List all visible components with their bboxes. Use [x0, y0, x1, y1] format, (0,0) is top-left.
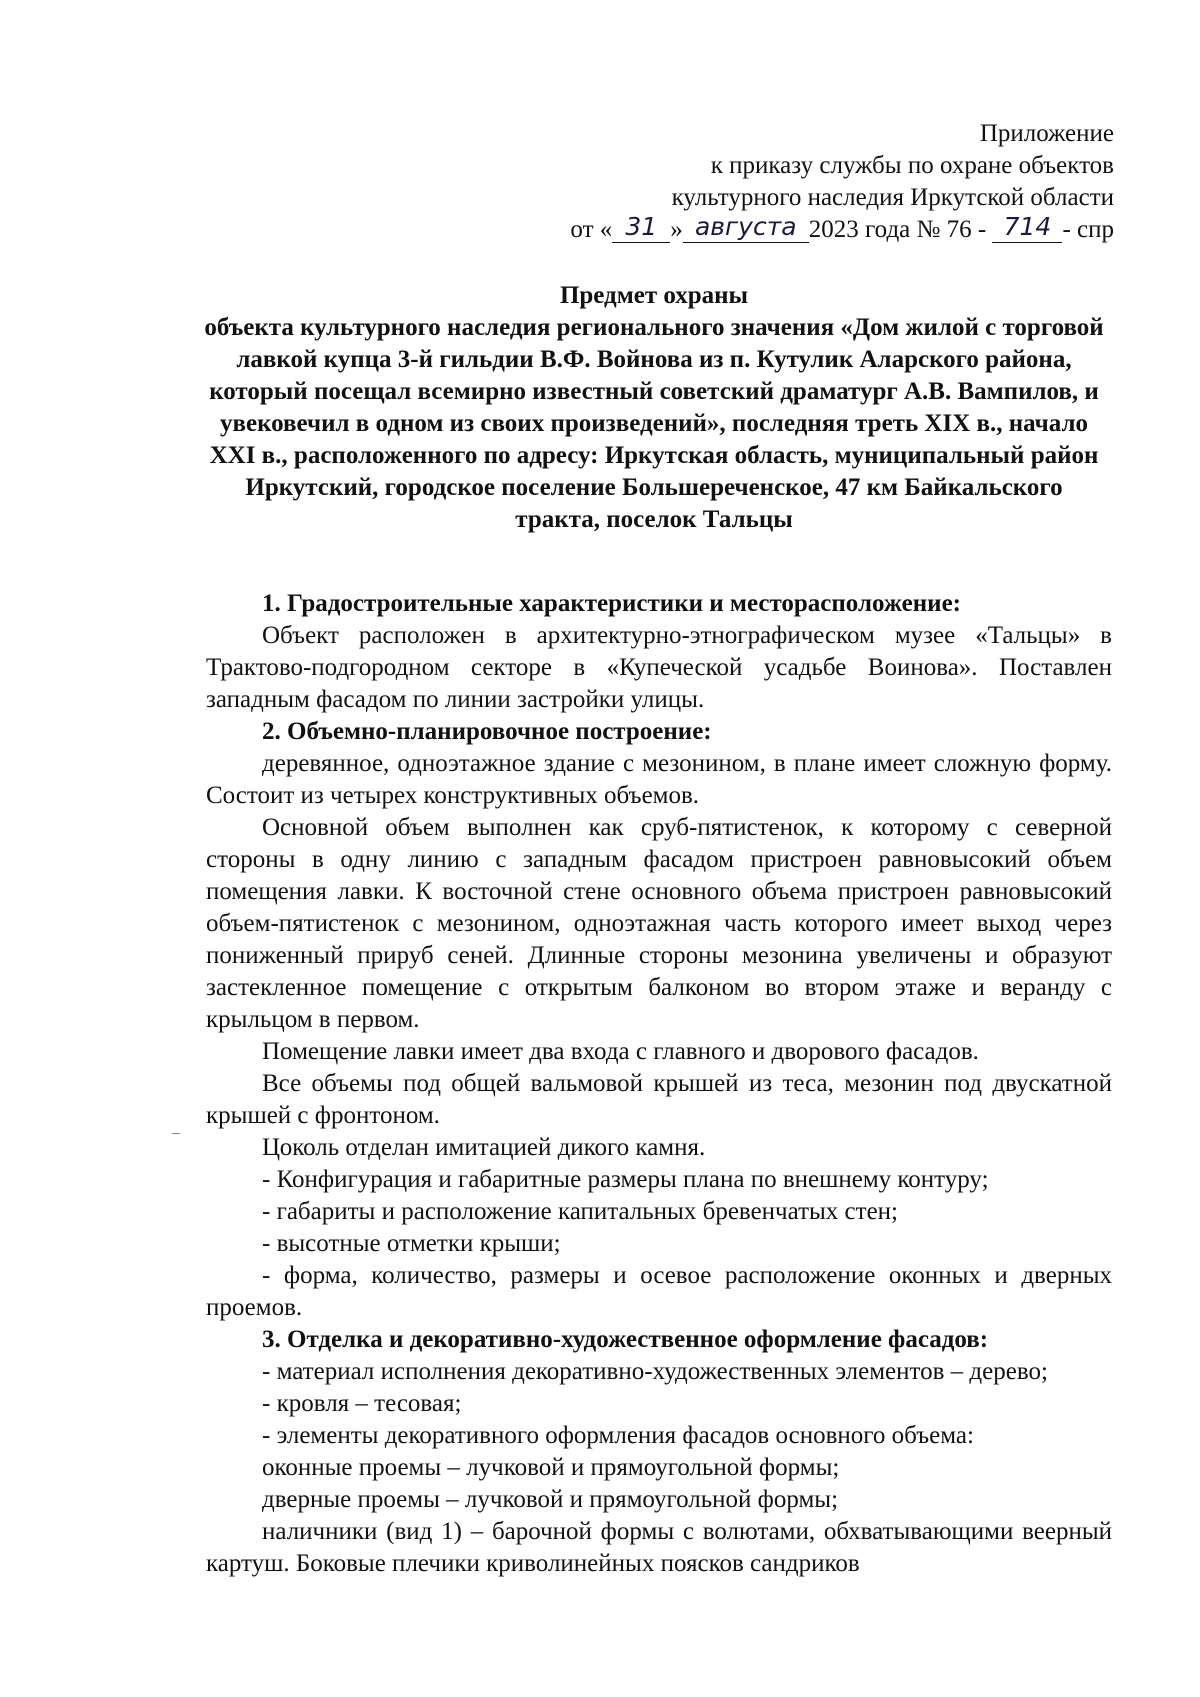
section-2-paragraph-2: Основной объем выполнен как сруб-пятистенок, к которому с северной стороны в одну линию с западным фасадом пристроен равновысокий объем помещения лавки. К восточной стене основного объема пристроен равновысокий объем-пятистенок с мезонином, одноэтажная часть которого имеет выход через пониженный прируб сеней. Длинные стороны мезонина увеличены и образуют застекленное помещение с открытым балконом во втором этаже и веранду с крыльцом в первом.	[206, 814, 1112, 1033]
date-year: 2023 года № 76 -	[808, 216, 987, 243]
section-1-heading: 1. Градостроительные характеристики и месторасположение:	[262, 590, 961, 617]
document-body	[206, 588, 1112, 1580]
header-order-line: к приказу службы по охране объектов	[710, 152, 1114, 179]
handwritten-day: 31	[612, 212, 670, 243]
date-mid: »	[670, 216, 683, 243]
section-2-paragraph-3: Помещение лавки имеет два входа с главного и дворового фасадов.	[262, 1038, 979, 1065]
section-3-list-item-4: оконные проемы – лучковой и прямоугольной формы;	[262, 1454, 840, 1481]
margin-mark	[172, 1133, 180, 1134]
section-2-paragraph-4: Все объемы под общей вальмовой крышей из теса, мезонин под двускатной крышей с фронтоном.	[206, 1070, 1112, 1129]
handwritten-month: августа	[683, 212, 809, 243]
handwritten-number: 714	[992, 212, 1062, 243]
section-2-list-item-4: - форма, количество, размеры и осевое расположение оконных и дверных проемов.	[206, 1262, 1112, 1321]
order-header	[354, 118, 1114, 246]
title-object: объекта культурного наследия регионального значения «Дом жилой с торговой лавкой купца 3-й гильдии В.Ф. Войнова из п. Кутулик Аларского района, который посещал всемирно известный советский драматург А.В. Вампилов, и увековечил в одном из своих произведений», последняя треть XIX в., начало XXI в., расположенного по адресу: Иркутская область, муниципальный район Иркутский, городское поселение Большереченское, 47 км Байкальского тракта, поселок Тальцы	[204, 314, 1104, 533]
title-main: Предмет охраны	[559, 282, 749, 309]
date-prefix: от «	[570, 216, 613, 243]
section-2-list-item-3: - высотные отметки крыши;	[262, 1230, 561, 1257]
section-2-paragraph-5: Цоколь отделан имитацией дикого камня.	[262, 1134, 706, 1161]
section-3-heading: 3. Отделка и декоративно-художественное оформление фасадов:	[262, 1326, 989, 1353]
header-appendix: Приложение	[979, 120, 1114, 147]
section-2-heading: 2. Объемно-планировочное построение:	[262, 718, 712, 745]
section-3-list-item-3: - элементы декоративного оформления фасадов основного объема:	[262, 1422, 974, 1449]
section-1-paragraph: Объект расположен в архитектурно-этнографическом музее «Тальцы» в Трактово-подгородном секторе в «Купеческой усадьбе Воинова». Поставлен западным фасадом по линии застройки улицы.	[206, 622, 1112, 713]
header-date-line	[354, 214, 1114, 246]
section-3-list-item-1: - материал исполнения декоративно-художественных элементов – дерево;	[262, 1358, 1048, 1385]
header-authority-line: культурного наследия Иркутской области	[671, 184, 1114, 211]
date-suffix: - спр	[1062, 216, 1114, 243]
section-3-list-item-5: дверные проемы – лучковой и прямоугольной формы;	[262, 1486, 839, 1513]
section-2-paragraph-1: деревянное, одноэтажное здание с мезонином, в плане имеет сложную форму. Состоит из четырех конструктивных объемов.	[206, 750, 1112, 809]
section-2-list-item-2: - габариты и расположение капитальных бревенчатых стен;	[262, 1198, 898, 1225]
document-title	[200, 280, 1108, 536]
section-3-list-item-2: - кровля – тесовая;	[262, 1390, 462, 1417]
section-2-list-item-1: - Конфигурация и габаритные размеры плана по внешнему контуру;	[262, 1166, 989, 1193]
section-3-list-item-6: наличники (вид 1) – барочной формы с волютами, обхватывающими веерный картуш. Боковые плечики криволинейных поясков сандриков	[206, 1518, 1112, 1577]
